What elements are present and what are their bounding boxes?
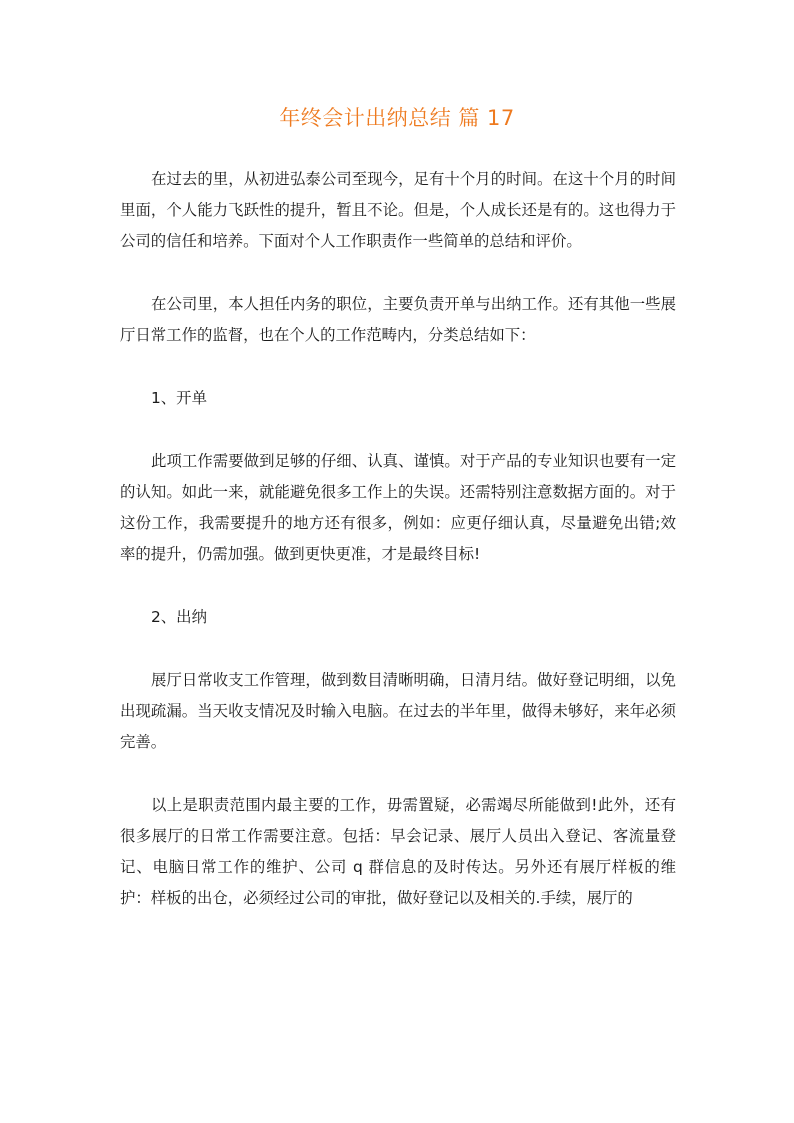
section-heading-cashier: 2、出纳 [151,608,207,626]
paragraph-other-duties: 以上是职责范围内最主要的工作，毋需置疑，必需竭尽所能做到!此外，还有很多展厅的日常工作需要注意。包括：早会记录、展厅人员出入登记、客流量登记、电脑日常工作的维护、公司 q 群信息的及时传达。另外还有展厅样板的维护：样板的出仓，必须经过公司的审批，做好登记以及相关的.手续，展厅的 [120,796,676,907]
document-title: 年终会计出纳总结 篇 17 [279,106,515,130]
paragraph-billing: 此项工作需要做到足够的仔细、认真、谨慎。对于产品的专业知识也要有一定的认知。如此一来，就能避免很多工作上的失误。还需特别注意数据方面的。对于这份工作，我需要提升的地方还有很多，例如：应更仔细认真，尽量避免出错;效率的提升，仍需加强。做到更快更准，才是最终目标! [120,452,676,563]
paragraph-intro: 在过去的里，从初进弘泰公司至现今，足有十个月的时间。在这十个月的时间里面，个人能力飞跃性的提升，暂且不论。但是，个人成长还是有的。这也得力于公司的信任和培养。下面对个人工作职责作一些简单的总结和评价。 [120,170,676,250]
paragraph-responsibilities: 在公司里，本人担任内务的职位，主要负责开单与出纳工作。还有其他一些展厅日常工作的监督，也在个人的工作范畴内，分类总结如下： [120,295,676,344]
document-body [120,164,676,946]
section-heading-billing: 1、开单 [151,389,207,407]
paragraph-cashier: 展厅日常收支工作管理，做到数目清晰明确，日清月结。做好登记明细，以免出现疏漏。当天收支情况及时输入电脑。在过去的半年里，做得未够好，来年必须完善。 [120,671,676,751]
